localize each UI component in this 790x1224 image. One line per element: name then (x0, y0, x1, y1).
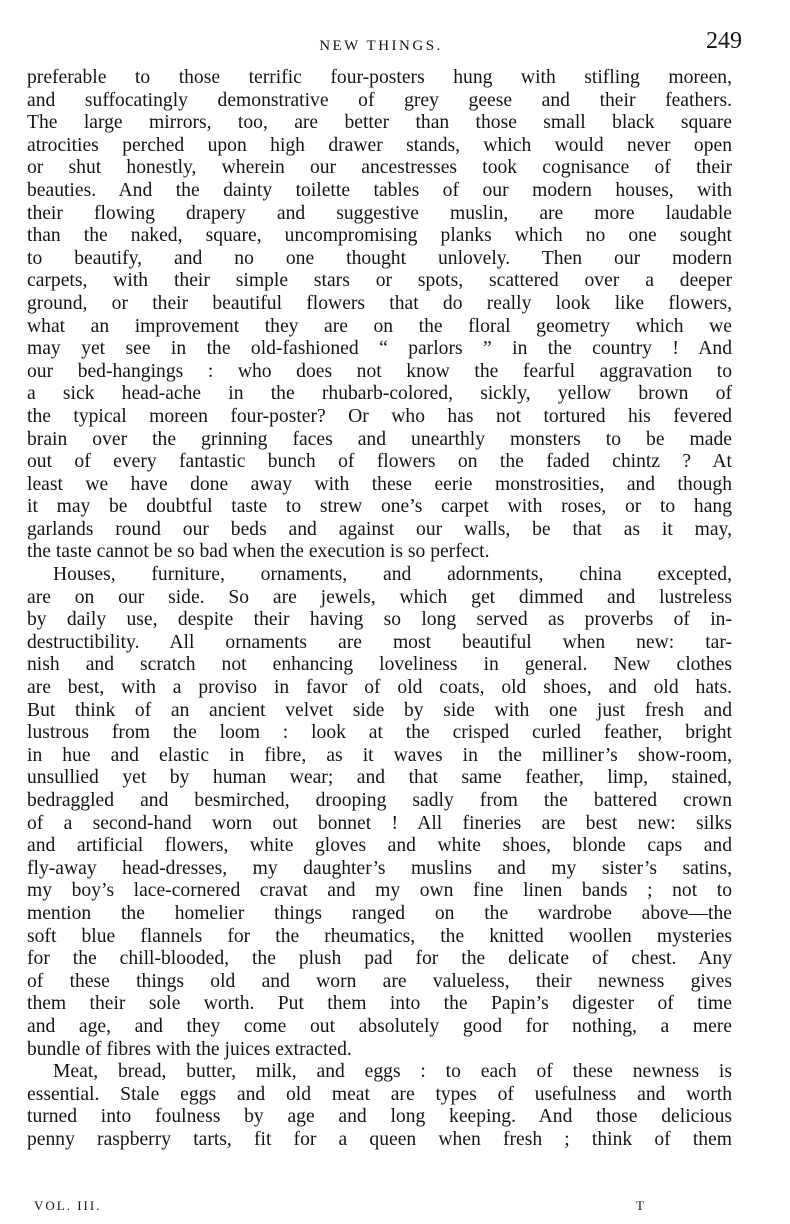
text-line: of a second-hand worn out bonnet ! All fineries are best new: silks (27, 812, 732, 834)
text-line: are best, with a proviso in favor of old coats, old shoes, and old hats. (27, 677, 732, 699)
text-line: bundle of fibres with the juices extracted. (27, 1038, 352, 1060)
text-line: fly-away head-dresses, my daughter’s muslins and my sister’s satins, (27, 857, 732, 879)
text-line: bedraggled and besmirched, drooping sadly from the battered crown (27, 790, 732, 811)
text-line: and artificial flowers, white gloves and white shoes, blonde caps and (27, 835, 732, 857)
text-line: for the chill-blooded, the plush pad for the delicate of chest. Any (27, 948, 732, 970)
text-line: may yet see in the old-fashioned “ parlors ” in the country ! And (27, 338, 732, 360)
text-line: brain over the grinning faces and unearthly monsters to be made (27, 428, 732, 450)
text-line: penny raspberry tarts, fit for a queen when fresh ; think of them (27, 1128, 732, 1150)
text-line: nish and scratch not enhancing loveliness in general. New clothes (27, 654, 732, 676)
text-line: than the naked, square, uncompromising planks which no one sought (27, 225, 732, 247)
text-line: and age, and they come out absolutely good for nothing, a mere (27, 1015, 732, 1037)
text-line: my boy’s lace-cornered cravat and my own fine linen bands ; not to (27, 880, 732, 902)
text-line: carpets, with their simple stars or spots, scattered over a deeper (27, 270, 732, 292)
text-line: in hue and elastic in fibre, as it waves in the milliner’s show-room, (27, 744, 732, 766)
text-line: lustrous from the loom : look at the crisped curled feather, bright (27, 722, 732, 744)
text-line: Meat, bread, butter, milk, and eggs : to each of these newness is (53, 1061, 732, 1083)
text-line: the typical moreen four-poster? Or who has not tortured his fevered (27, 405, 732, 427)
text-line: soft blue flannels for the rheumatics, the knitted woollen mysteries (27, 925, 732, 947)
text-line: are on our side. So are jewels, which get dimmed and lustreless (27, 586, 732, 608)
text-line: a sick head-ache in the rhubarb-colored, sickly, yellow brown of (27, 383, 732, 405)
text-line: the taste cannot be so bad when the execution is so perfect. (27, 541, 490, 563)
text-line: essential. Stale eggs and old meat are types of usefulness and worth (27, 1083, 732, 1105)
page-number: 249 (706, 28, 742, 54)
text-line: ground, or their beautiful flowers that do really look like flowers, (27, 292, 732, 314)
paragraph (27, 564, 732, 1061)
text-line: by daily use, despite their having so long served as proverbs of in- (27, 609, 732, 631)
text-line: and suffocatingly demonstrative of grey geese and their feathers. (27, 89, 732, 111)
body-text (27, 67, 732, 1152)
text-line: our bed-hangings : who does not know the fearful aggravation to (27, 360, 732, 382)
text-line: But think of an ancient velvet side by side with one just fresh and (27, 699, 732, 721)
text-line: them their sole worth. Put them into the Papin’s digester of time (27, 993, 732, 1015)
text-line: destructibility. All ornaments are most beautiful when new: tar- (27, 631, 732, 653)
text-line: their flowing drapery and suggestive muslin, are more laudable (27, 202, 732, 224)
page-footer (26, 1198, 726, 1222)
text-line: to beautify, and no one thought unlovely. Then our modern (27, 247, 732, 269)
paragraph (27, 67, 732, 564)
signature-mark: T (636, 1198, 645, 1213)
volume-signature: VOL. III. (34, 1198, 102, 1213)
text-line: or shut honestly, wherein our ancestresses took cognisance of their (27, 157, 732, 179)
text-line: beauties. And the dainty toilette tables of our modern houses, with (27, 179, 732, 201)
text-line: atrocities perched upon high drawer stands, which would never open (27, 134, 732, 156)
text-line: least we have done away with these eerie monstrosities, and though (27, 473, 732, 495)
text-line: preferable to those terrific four-posters hung with stifling moreen, (27, 67, 732, 88)
running-title: NEW THINGS. (319, 38, 443, 54)
text-line: garlands round our beds and against our walls, be that as it may, (27, 518, 732, 540)
text-line: mention the homelier things ranged on the wardrobe above—the (27, 902, 732, 924)
text-line: what an improvement they are on the floral geometry which we (27, 315, 732, 337)
text-line: Houses, furniture, ornaments, and adornments, china excepted, (53, 564, 732, 586)
text-line: The large mirrors, too, are better than those small black square (27, 112, 732, 134)
paragraph (27, 1061, 732, 1151)
running-head (26, 28, 742, 68)
text-line: out of every fantastic bunch of flowers on the faded chintz ? At (27, 451, 732, 473)
text-line: of these things old and worn are valueless, their newness gives (27, 970, 732, 992)
text-line: it may be doubtful taste to strew one’s carpet with roses, or to hang (27, 496, 732, 518)
text-line: unsullied yet by human wear; and that same feather, limp, stained, (27, 767, 732, 789)
text-line: turned into foulness by age and long keeping. And those delicious (27, 1106, 732, 1128)
